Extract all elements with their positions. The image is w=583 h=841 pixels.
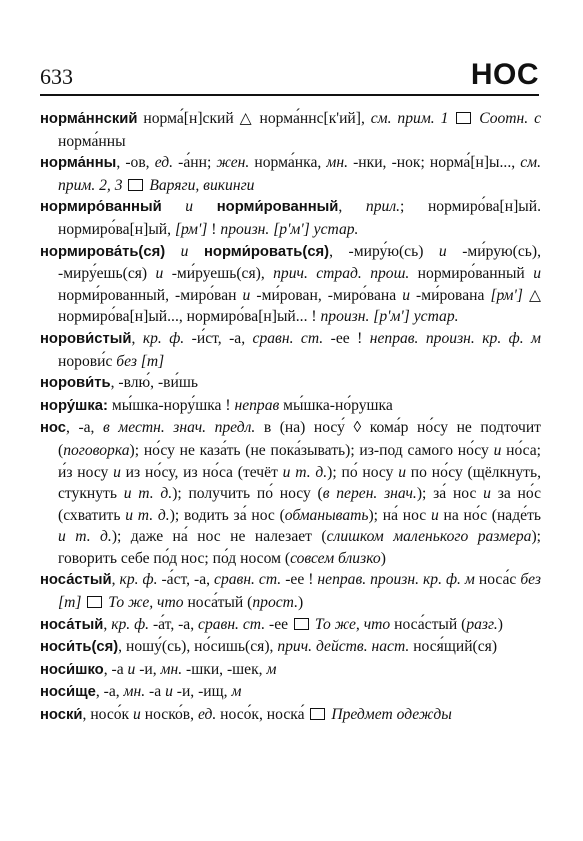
entry-note: кр. ф. <box>142 329 185 347</box>
dictionary-entry <box>40 395 541 418</box>
dictionary-entry <box>40 681 541 704</box>
entry-note: и т. д. <box>125 506 170 524</box>
entry-note: и <box>161 198 217 216</box>
entry-note: сравн. ст. <box>214 571 282 589</box>
entry-text: , -а <box>103 660 128 678</box>
entry-text: норми́рованный, -миро́ван <box>58 286 243 304</box>
note-box-icon <box>128 179 143 191</box>
headword: нормирова́ть(ся) <box>40 243 166 260</box>
entry-text: ) <box>497 615 503 633</box>
entry-text: по но́су (щёлкнуть, стукнуть <box>58 463 542 503</box>
dictionary-entry <box>40 417 541 569</box>
entry-text: , -а, <box>95 683 124 701</box>
page-number: 633 <box>40 64 73 89</box>
headword: норма́ннский <box>40 111 138 127</box>
entry-note: и <box>402 286 410 304</box>
entry-note: Предмет одежды <box>331 706 452 724</box>
entry-note: и <box>127 660 136 678</box>
headword: носи́ть(ся) <box>40 639 119 656</box>
entry-text: -и́ст, -а, <box>184 329 253 347</box>
dictionary-entry <box>40 636 541 659</box>
entry-note: неправ. произн. кр. ф. м <box>317 571 475 589</box>
entry-text: на но́с (наде́ть <box>438 506 542 524</box>
entry-text: норма́нны <box>58 132 126 150</box>
entry-text: -ми́руешь(ся), <box>163 265 274 283</box>
entry-note: сравн. ст. <box>198 615 266 633</box>
entry-note: разг. <box>466 615 498 633</box>
dictionary-entry <box>40 152 541 196</box>
entry-note: То же, что <box>314 615 391 633</box>
entry-text: носа́стый ( <box>390 615 467 633</box>
entry-text: , <box>111 571 120 589</box>
headword: носи́шко <box>40 661 104 678</box>
entry-note: без [т] <box>116 352 165 370</box>
entry-text: из но́су, из но́са (течёт <box>120 463 283 481</box>
headword: нору́шка: <box>40 397 108 414</box>
entry-text: за но́с (схватить <box>58 485 541 524</box>
note-box-icon <box>456 112 471 124</box>
entry-text: ); говорить себе по́д нос; по́д носом ( <box>58 528 541 567</box>
entry-text: -а́нн; <box>173 154 217 172</box>
entry-text: -шки, -шек, <box>182 660 267 678</box>
entry-note: обманывать <box>284 506 369 524</box>
entry-note: произн. [р'м'] устар. <box>220 220 359 238</box>
entry-note: см. прим. 1 <box>370 110 449 127</box>
entry-text: , -а, <box>66 419 103 437</box>
entry-text: мы́шка-нору́шка ! <box>107 396 235 414</box>
entry-note: сравн. ст. <box>252 329 324 347</box>
entry-text: ; нормиро́ва[н]ый. нормиро́ва[н]ый, <box>58 198 542 238</box>
dictionary-entry <box>40 659 541 682</box>
entry-text: ); получить по́ носу ( <box>172 485 323 503</box>
entry-text: -ее ! <box>323 329 370 347</box>
entry-text: , <box>338 198 366 216</box>
entry-text: носко́в, <box>140 706 198 724</box>
entry-note: м <box>266 660 277 678</box>
entry-text: нормиро́ванный <box>409 265 534 283</box>
dictionary-entry <box>40 241 541 328</box>
entry-note: жен. <box>216 154 250 172</box>
entry-note: без [т] <box>58 571 541 612</box>
entry-text: -и, -ищ, <box>172 683 232 701</box>
entry-text <box>448 110 454 127</box>
headword: носа́стый <box>40 572 112 589</box>
note-box-icon <box>87 596 102 608</box>
headword: норми́ровать(ся) <box>203 243 330 260</box>
entry-text: норма́[н]ский △ норма́ннс[к'ий], <box>137 110 371 127</box>
entry-note: кр. ф. <box>119 571 158 589</box>
entry-text: ); водить за́ нос ( <box>169 506 285 524</box>
entry-text: -ми́рована <box>410 286 491 304</box>
entry-text: норма́нка, <box>249 154 327 172</box>
headword: носки́ <box>40 707 83 724</box>
dictionary-entry <box>40 569 541 613</box>
entry-note: прост. <box>252 594 299 612</box>
entry-text: ) <box>380 549 386 567</box>
entry-text: △ нормиро́ва[н]ый..., нормиро́ва[н]ый... ! <box>58 286 541 326</box>
dictionary-entry <box>40 372 541 395</box>
entry-note: и <box>165 683 173 701</box>
dictionary-entries <box>40 108 541 727</box>
entry-note: и <box>113 463 121 481</box>
note-box-icon <box>294 618 309 630</box>
entry-note: Соотн. с <box>479 110 542 127</box>
entry-text <box>123 177 127 194</box>
entry-text: ) <box>298 594 304 612</box>
dictionary-entry <box>40 328 541 372</box>
entry-text: нося́щий(ся) <box>409 638 498 656</box>
note-box-icon <box>310 708 325 720</box>
entry-text: в (на) носу́ ◊ кома́р но́су не подточит ( <box>58 419 541 459</box>
entry-text: , <box>103 615 112 633</box>
entry-note: и <box>533 265 541 283</box>
entry-text: ! <box>207 220 221 238</box>
entry-note: и <box>493 441 502 459</box>
entry-note: кр. ф. <box>111 615 150 633</box>
entry-text: -а <box>145 683 166 701</box>
entry-text: , -ов, <box>116 154 155 172</box>
entry-note: совсем близко <box>290 549 381 567</box>
entry-note: мн. <box>123 683 146 701</box>
entry-text: -и, <box>135 660 161 678</box>
entry-note: и т. д. <box>58 528 112 546</box>
entry-note: прич. действ. наст. <box>277 638 410 656</box>
entry-text: -ее <box>265 615 292 633</box>
entry-note: произн. [р'м'] устар. <box>320 308 459 326</box>
entry-note: и <box>438 242 447 260</box>
entry-text: -ми́рован, -миро́вана <box>250 286 403 304</box>
dictionary-entry <box>40 614 541 637</box>
running-head: НОС <box>470 58 539 91</box>
dictionary-entry <box>40 196 541 240</box>
entry-note: и <box>483 485 491 503</box>
entry-note: ед. <box>154 154 174 172</box>
entry-text: ); на́ нос <box>368 506 431 524</box>
headword: нос <box>40 420 67 437</box>
entry-note: в перен. знач. <box>322 485 417 503</box>
entry-note: прил. <box>365 198 401 216</box>
headword: нормиро́ванный <box>40 199 162 216</box>
entry-text: носо́к, носка́ <box>216 706 309 724</box>
entry-note: поговорка <box>63 441 130 459</box>
entry-note: слишком маленького размера <box>326 528 532 546</box>
entry-note: ед. <box>197 706 217 724</box>
entry-note: и <box>398 463 407 481</box>
entry-note: и <box>430 506 439 524</box>
entry-text: но́са; и́з носу <box>58 441 542 481</box>
headword: носа́тый <box>40 616 104 633</box>
entry-text: носа́с <box>474 571 521 589</box>
entry-text: -нки, -нок; норма́[н]ы..., <box>347 154 521 172</box>
entry-note: неправ. произн. кр. ф. м <box>369 329 542 347</box>
entry-note: неправ <box>234 396 280 414</box>
entry-note: прич. страд. прош. <box>273 265 410 283</box>
entry-note: Варяги, викинги <box>149 176 255 194</box>
entry-note: м <box>231 683 242 701</box>
headword: норови́стый <box>40 330 132 347</box>
entry-text: ); даже на́ нос не налезает ( <box>111 528 327 546</box>
entry-text: мы́шка-но́рушка <box>279 396 393 414</box>
entry-note: То же, что <box>108 594 184 612</box>
entry-text: , -влю́, -ви́шь <box>110 374 198 392</box>
entry-text: ); но́су не каза́ть (не пока́зывать); из-под самого но́су <box>129 441 494 459</box>
entry-text: норови́с <box>58 352 117 370</box>
entry-note: и <box>155 265 164 283</box>
entry-note: мн. <box>326 154 348 172</box>
entry-note: см. прим. 2, 3 <box>58 154 542 194</box>
entry-text: ); за́ нос <box>416 485 484 503</box>
entry-text: -а́т, -а, <box>149 615 199 633</box>
headword: норма́нны <box>40 155 117 172</box>
entry-note: мн. <box>160 660 183 678</box>
header-rule <box>40 94 539 96</box>
entry-text: -а́ст, -а, <box>157 571 215 589</box>
entry-text: , <box>131 329 143 347</box>
entry-note: [рм'] <box>174 220 208 238</box>
entry-text: -ее ! <box>281 571 318 589</box>
entry-text: -ми́рую(сь), -миру́ешь(ся) <box>58 242 541 283</box>
dictionary-entry <box>40 704 541 727</box>
entry-note: в местн. знач. предл. <box>102 419 256 437</box>
entry-note: и т. д. <box>123 485 173 503</box>
headword: норови́ть <box>40 375 111 392</box>
entry-note: и <box>242 286 251 304</box>
entry-text: носа́тый ( <box>183 594 253 612</box>
headword: норми́рованный <box>216 199 339 216</box>
entry-text: , -миру́ю(сь) <box>329 242 439 260</box>
entry-note: и <box>165 242 204 260</box>
entry-note: [рм'] <box>490 286 523 304</box>
entry-text: , носо́к <box>82 706 134 724</box>
entry-text: , ношу́(сь), но́сишь(ся), <box>118 638 278 656</box>
page-header <box>40 52 539 96</box>
entry-text <box>81 594 85 611</box>
dictionary-entry <box>40 108 541 152</box>
headword: носи́ще <box>40 684 96 701</box>
entry-text: ); по́ носу <box>327 463 399 481</box>
entry-note: и <box>133 706 141 724</box>
entry-note: и т. д. <box>282 463 328 481</box>
